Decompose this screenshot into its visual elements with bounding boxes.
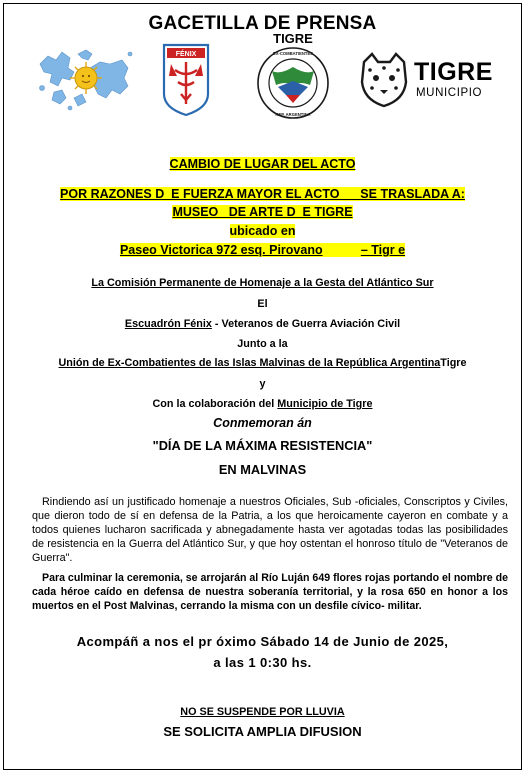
organizers-line-5 xyxy=(0,357,525,369)
organizers-line-2: El xyxy=(257,298,268,310)
municipio-collab: Municipio de Tigre xyxy=(277,398,373,410)
union-word: Unión xyxy=(58,357,90,369)
notice-line-5 xyxy=(0,243,525,257)
notice-line-2 xyxy=(0,187,525,201)
notice-city: – Tigr e xyxy=(360,243,406,257)
day-title: "DÍA DE LA MÁXIMA RESISTENCIA" xyxy=(152,438,373,453)
union-name: de Ex-Combatientes de las Islas Malvinas de la República Argentina xyxy=(89,357,441,369)
notice-change-title: CAMBIO DE LUGAR DEL ACTO xyxy=(169,157,356,171)
day-subtitle: EN MALVINAS xyxy=(218,462,307,477)
organizers-line-6: y xyxy=(259,378,266,390)
organizers-line-4: Junto a la xyxy=(237,338,288,350)
notice-line-1 xyxy=(0,157,525,171)
squadron-desc: - Veteranos de Guerra Aviación Civil xyxy=(211,318,401,330)
fenix-shield-icon xyxy=(161,42,211,118)
commission-name: La Comisión Permanente de Homenaje a la Gesta del Atlántico Sur xyxy=(91,277,434,289)
veterans-seal-icon xyxy=(250,45,336,121)
page-title: GACETILLA DE PRENSA xyxy=(148,13,377,34)
footer-line-2: SE SOLICITA AMPLIA DIFUSION xyxy=(163,724,362,739)
fenix-label: FÉNIX xyxy=(175,51,197,58)
body-paragraph-1: Rindiendo así un justificado homenaje a nuestros Oficiales, Sub -oficiales, Conscriptos y Civiles, que dieron todo de sí en defensa de la Patria, a los que heroicamente cayeron en combate y a todos quienes lucharon sacrificada y abnegadamente hasta ver agotadas todas las posibilidades de resistencia en la Guerra del Atlántico Sur, y que hoy ostentan el honroso título de "Veteranos de Guerra". xyxy=(32,496,508,564)
organizers-line-1 xyxy=(0,277,525,289)
organizers-line-7 xyxy=(0,398,525,410)
footer-line-1 xyxy=(0,706,525,718)
veterans-top-label: TIGRE xyxy=(273,31,313,46)
union-city: Tigre xyxy=(440,357,467,369)
municipio-sub: MUNICIPIO xyxy=(416,87,483,99)
rain-notice: NO SE SUSPENDE POR LLUVIA xyxy=(180,706,345,718)
logo-strip xyxy=(0,31,525,121)
notice-venue: MUSEO DE ARTE D E TIGRE xyxy=(172,205,353,219)
notice-located-at: ubicado en xyxy=(229,224,296,238)
collab-text: Con la colaboración del xyxy=(152,398,278,410)
veterans-seal-logo xyxy=(250,32,336,122)
jaguar-head-icon xyxy=(360,52,408,108)
municipio-name: TIGRE xyxy=(414,58,493,86)
notice-line-3 xyxy=(0,205,525,219)
notice-line-4 xyxy=(0,224,525,238)
islas-malvinas-map-logo xyxy=(34,42,134,114)
body-paragraph-2: Para culminar la ceremonia, se arrojarán al Río Luján 649 flores rojas portando el nombre de cada héroe caído en defensa de nuestra soberanía territorial, y la rosa 650 en honor a los muertos en el Post Malvinas, cerrando la misma con un desfile cívico- militar. xyxy=(32,572,508,612)
event-date: Acompáñ a nos el pr óximo Sábado 14 de Junio de 2025, xyxy=(76,634,449,649)
organizers-commemorate: Conmemoran án xyxy=(213,416,312,430)
svg-text:EX-COMBATIENTES: EX-COMBATIENTES xyxy=(272,51,314,56)
municipio-logo xyxy=(360,50,494,112)
svg-text:REP. ARGENTINA: REP. ARGENTINA xyxy=(275,112,311,117)
organizers-line-3 xyxy=(0,318,525,330)
notice-address: Paseo Victorica 972 esq. Pirovano xyxy=(119,243,323,257)
squadron-name: Escuadrón Fénix xyxy=(124,318,212,330)
event-time: a las 1 0:30 hs. xyxy=(213,655,312,670)
notice-reason: POR RAZONES D E FUERZA MAYOR EL ACTO SE TRASLADA A: xyxy=(60,187,465,201)
